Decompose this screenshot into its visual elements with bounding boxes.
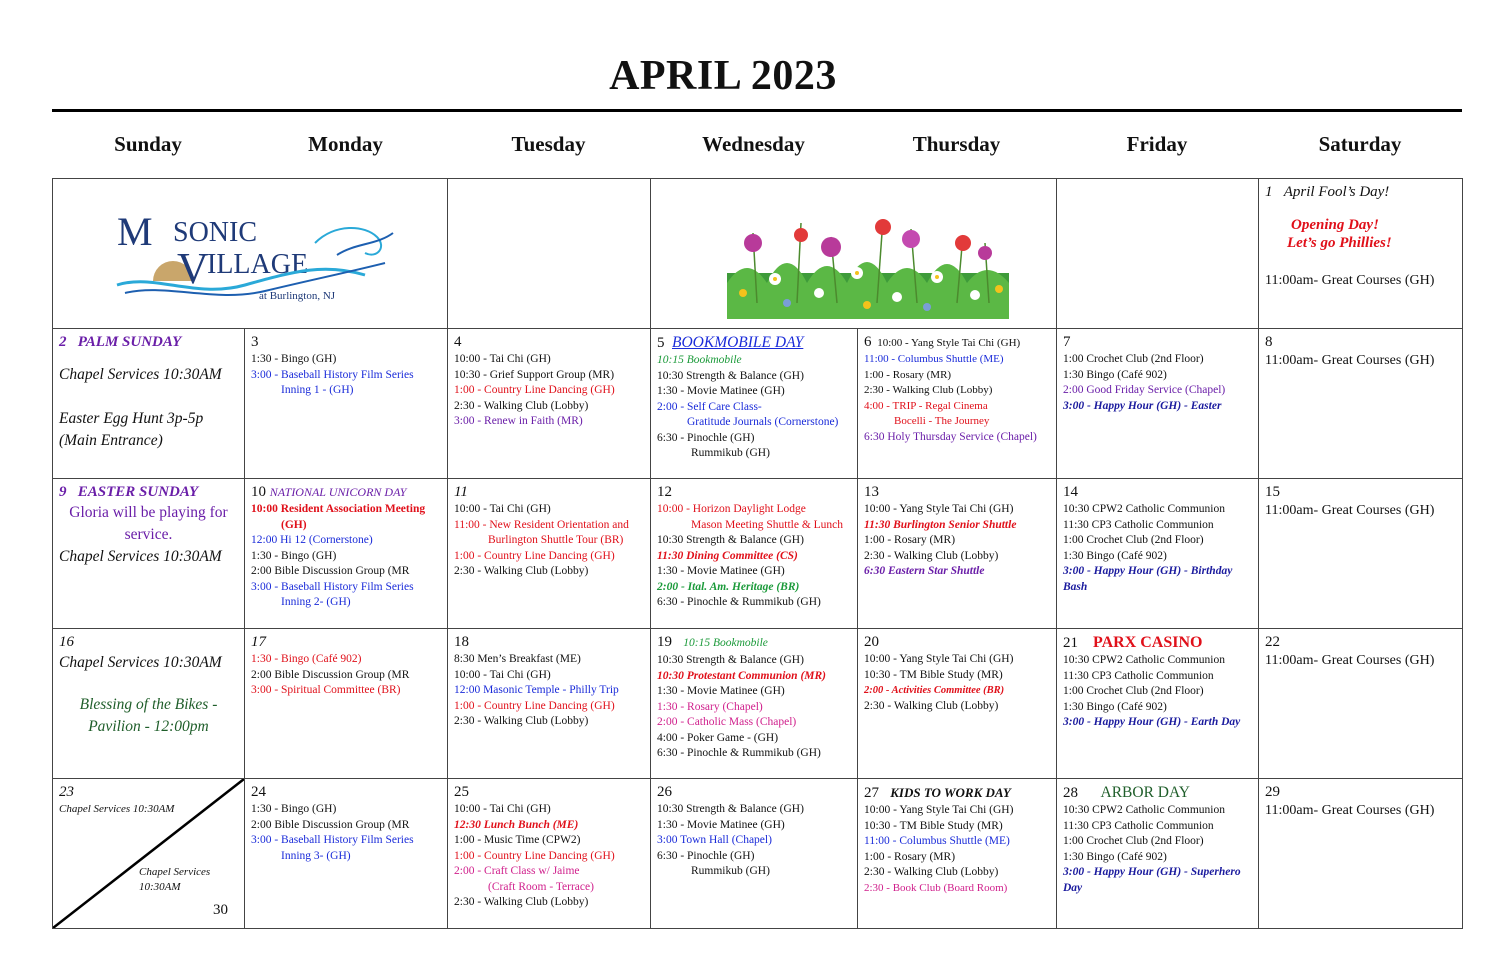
day-13-line: 10:00 - Yang Style Tai Chi (GH) [864, 503, 1014, 515]
day-13-line: 1:00 - Rosary (MR) [864, 534, 956, 546]
day-10-line: (GH) [281, 518, 307, 531]
day-5-line: Gratitude Journals (Cornerstone) [687, 416, 839, 428]
day-2-line: Easter Egg Hunt 3p-5p [59, 410, 204, 427]
svg-text:ILLAGE: ILLAGE [207, 249, 309, 280]
day-26-line: 6:30 - Pinochle (GH) [657, 849, 755, 862]
day-29-line: 11:00am- Great Courses (GH) [1265, 803, 1435, 818]
day-12-line: 10:00 - Horizon Daylight Lodge [657, 503, 806, 515]
day-28-heading: 28 ARBOR DAY [1063, 784, 1190, 801]
day-14-number: 14 [1063, 484, 1078, 500]
day-12-line: 10:30 Strength & Balance (GH) [657, 534, 804, 546]
day-cell-12 [651, 479, 858, 629]
weekday-header-row [52, 132, 1462, 157]
day-cell-18 [448, 629, 651, 779]
day-25-line: 1:00 - Country Line Dancing (GH) [454, 849, 615, 862]
day-28-line: Day [1063, 881, 1083, 894]
day-9-heading: 9 EASTER SUNDAY [59, 484, 199, 500]
day-3-line: 3:00 - Baseball History Film Series [251, 368, 414, 381]
day-cell-13 [858, 479, 1057, 629]
weekday-monday: Monday [308, 132, 383, 156]
day-3-line: Inning 1 - (GH) [281, 384, 354, 396]
day-9-line: Chapel Services 10:30AM [59, 548, 222, 565]
day-11-line: Burlington Shuttle Tour (BR) [488, 534, 624, 546]
weekday-wednesday: Wednesday [702, 132, 805, 156]
day-17-line: 3:00 - Spiritual Committee (BR) [251, 684, 401, 696]
day-10-line: 12:00 Hi 12 (Cornerstone) [251, 534, 373, 546]
day-4-line: 2:30 - Walking Club (Lobby) [454, 399, 589, 412]
day-19-line: 4:00 - Poker Game - (GH) [657, 731, 779, 744]
calendar-grid [52, 178, 1463, 929]
day-12-line: 6:30 - Pinochle & Rummikub (GH) [657, 596, 821, 608]
day-25-number: 25 [454, 784, 469, 800]
day-10-line: 3:00 - Baseball History Film Series [251, 580, 414, 593]
day-cell-6 [858, 329, 1057, 479]
day-4-line: 1:00 - Country Line Dancing (GH) [454, 384, 615, 396]
day-13-number: 13 [864, 484, 879, 500]
day-16-number: 16 [59, 634, 74, 650]
day-21-heading: 21 PARX CASINO [1063, 634, 1203, 651]
day-19-line: 10:30 Strength & Balance (GH) [657, 654, 804, 666]
day-7-number: 7 [1063, 334, 1071, 350]
day-4-line: 3:00 - Renew in Faith (MR) [454, 415, 583, 427]
day-12-line: 1:30 - Movie Matinee (GH) [657, 565, 785, 577]
day-cell-7 [1057, 329, 1259, 479]
day-10-heading: 10 NATIONAL UNICORN DAY [251, 484, 407, 500]
day-cell-23-30 [53, 779, 245, 929]
day-27-line: 2:30 - Book Club (Board Room) [864, 881, 1008, 894]
day-30-line: 10:30AM [139, 881, 181, 893]
day-cell-9 [53, 479, 245, 629]
day-6-line: 1:00 - Rosary (MR) [864, 368, 952, 381]
day-9-line: Gloria will be playing for [69, 504, 228, 521]
day-25-line: (Craft Room - Terrace) [488, 880, 594, 893]
day-cell-29 [1259, 779, 1463, 929]
day-18-line: 12:00 Masonic Temple - Philly Trip [454, 684, 619, 696]
day-18-number: 18 [454, 634, 469, 650]
day-11-number: 11 [454, 484, 468, 500]
day-12-line: Mason Meeting Shuttle & Lunch [691, 518, 844, 531]
day-4-line: 10:30 - Grief Support Group (MR) [454, 368, 615, 381]
day-28-line: 10:30 CPW2 Catholic Communion [1063, 804, 1225, 816]
day-21-line: 1:00 Crochet Club (2nd Floor) [1063, 685, 1204, 697]
day-1-line: Opening Day! [1291, 217, 1379, 233]
day-2-line: (Main Entrance) [59, 432, 163, 449]
page-title: APRIL 2023 [609, 53, 837, 99]
day-6-heading: 6 10:00 - Yang Style Tai Chi (GH) [864, 334, 1021, 350]
day-27-line: 11:00 - Columbus Shuttle (ME) [864, 835, 1010, 847]
day-1-line: Let’s go Phillies! [1287, 235, 1392, 251]
day-5-line: 6:30 - Pinochle (GH) [657, 431, 755, 444]
day-cell-8 [1259, 329, 1463, 479]
day-11-line: 2:30 - Walking Club (Lobby) [454, 565, 589, 577]
title-rule [52, 109, 1462, 112]
day-14-line: 1:00 Crochet Club (2nd Floor) [1063, 534, 1204, 546]
day-16-line: Chapel Services 10:30AM [59, 654, 222, 671]
day-cell-4 [448, 329, 651, 479]
day-27-line: 1:00 - Rosary (MR) [864, 850, 956, 863]
day-24-line: 3:00 - Baseball History Film Series [251, 834, 414, 846]
day-10-line: Inning 2- (GH) [281, 596, 351, 608]
day-cell-26 [651, 779, 858, 929]
day-19-line: 1:30 - Movie Matinee (GH) [657, 685, 785, 697]
day-cell-19 [651, 629, 858, 779]
day-20-line: 2:00 - Activities Committee (BR) [864, 685, 1005, 696]
day-16-line: Blessing of the Bikes - [79, 696, 218, 713]
day-19-heading: 19 10:15 Bookmobile [657, 634, 768, 650]
day-21-line: 1:30 Bingo (Café 902) [1063, 700, 1167, 713]
day-28-line: 1:30 Bingo (Café 902) [1063, 850, 1167, 863]
day-4-number: 4 [454, 334, 462, 350]
day-cell-16 [53, 629, 245, 779]
day-15-number: 15 [1265, 484, 1280, 500]
day-cell-22 [1259, 629, 1463, 779]
day-18-line: 1:00 - Country Line Dancing (GH) [454, 699, 615, 712]
day-cell-14 [1057, 479, 1259, 629]
day-cell-2 [53, 329, 245, 479]
day-30-line: Chapel Services [139, 866, 211, 878]
day-11-line: 10:00 - Tai Chi (GH) [454, 503, 551, 515]
empty-cell-tuesday-w1 [448, 179, 651, 329]
day-cell-1 [1259, 179, 1463, 329]
day-12-number: 12 [657, 484, 672, 500]
day-8-line: 11:00am- Great Courses (GH) [1265, 353, 1435, 368]
day-24-line: 1:30 - Bingo (GH) [251, 803, 337, 815]
day-20-number: 20 [864, 634, 879, 650]
day-24-line: Inning 3- (GH) [281, 849, 351, 862]
day-10-line: 2:00 Bible Discussion Group (MR [251, 565, 410, 577]
day-7-line: 1:00 Crochet Club (2nd Floor) [1063, 353, 1204, 365]
day-27-line: 10:00 - Yang Style Tai Chi (GH) [864, 804, 1014, 816]
day-cell-24 [245, 779, 448, 929]
day-7-line: 2:00 Good Friday Service (Chapel) [1063, 384, 1226, 396]
day-20-line: 10:00 - Yang Style Tai Chi (GH) [864, 653, 1014, 665]
day-19-line: 2:00 - Catholic Mass (Chapel) [657, 716, 797, 728]
day-6-line: 11:00 - Columbus Shuttle (ME) [864, 353, 1004, 365]
empty-cell-friday-w1 [1057, 179, 1259, 329]
day-13-line: 11:30 Burlington Senior Shuttle [864, 518, 1017, 531]
day-5-line: 10:30 Strength & Balance (GH) [657, 369, 804, 382]
day-29-number: 29 [1265, 784, 1280, 800]
day-5-heading: 5 BOOKMOBILE DAY [657, 334, 804, 351]
day-28-line: 11:30 CP3 Catholic Communion [1063, 819, 1214, 832]
day-18-line: 8:30 Men’s Breakfast (ME) [454, 653, 581, 665]
day-26-line: Rummikub (GH) [691, 865, 770, 877]
day-cell-11 [448, 479, 651, 629]
day-18-line: 10:00 - Tai Chi (GH) [454, 668, 551, 681]
day-7-line: 3:00 - Happy Hour (GH) - Easter [1063, 399, 1222, 412]
day-14-line: Bash [1063, 580, 1088, 593]
svg-text:SONIC: SONIC [173, 217, 258, 248]
day-11-line: 11:00 - New Resident Orientation and [454, 518, 629, 531]
day-12-line: 2:00 - Ital. Am. Heritage (BR) [657, 580, 800, 593]
day-2-heading: 2 PALM SUNDAY [59, 334, 182, 350]
day-3-number: 3 [251, 334, 259, 350]
day-24-line: 2:00 Bible Discussion Group (MR [251, 818, 410, 831]
day-23-line: Chapel Services 10:30AM [59, 803, 175, 815]
day-14-line: 10:30 CPW2 Catholic Communion [1063, 503, 1225, 515]
day-13-line: 2:30 - Walking Club (Lobby) [864, 549, 999, 562]
day-21-line: 10:30 CPW2 Catholic Communion [1063, 654, 1225, 666]
day-25-line: 2:00 - Craft Class w/ Jaime [454, 865, 580, 877]
day-25-line: 1:00 - Music Time (CPW2) [454, 834, 581, 846]
day-3-line: 1:30 - Bingo (GH) [251, 353, 337, 365]
day-cell-20 [858, 629, 1057, 779]
day-17-line: 2:00 Bible Discussion Group (MR [251, 668, 410, 681]
day-11-line: 1:00 - Country Line Dancing (GH) [454, 549, 615, 562]
day-26-line: 10:30 Strength & Balance (GH) [657, 803, 804, 815]
day-17-number: 17 [251, 634, 266, 650]
day-20-line: 10:30 - TM Bible Study (MR) [864, 668, 1003, 681]
logo-cell [53, 179, 448, 329]
day-1-line: 11:00am- Great Courses (GH) [1265, 273, 1435, 288]
day-24-number: 24 [251, 784, 266, 800]
day-19-line: 1:30 - Rosary (Chapel) [657, 700, 763, 713]
day-cell-10 [245, 479, 448, 629]
day-25-line: 10:00 - Tai Chi (GH) [454, 803, 551, 815]
day-6-line: 6:30 Holy Thursday Service (Chapel) [864, 430, 1037, 443]
day-6-line: 2:30 - Walking Club (Lobby) [864, 384, 993, 396]
svg-text:at Burlington, NJ: at Burlington, NJ [259, 290, 336, 302]
day-21-line: 11:30 CP3 Catholic Communion [1063, 669, 1214, 682]
day-16-line: Pavilion - 12:00pm [88, 718, 209, 735]
day-cell-17 [245, 629, 448, 779]
day-5-line: 10:15 Bookmobile [657, 354, 742, 366]
day-1-heading: 1 April Fool’s Day! [1265, 184, 1390, 200]
day-15-line: 11:00am- Great Courses (GH) [1265, 503, 1435, 518]
day-cell-15 [1259, 479, 1463, 629]
day-cell-3 [245, 329, 448, 479]
day-cell-25 [448, 779, 651, 929]
day-14-line: 1:30 Bingo (Café 902) [1063, 549, 1167, 562]
day-cell-5 [651, 329, 858, 479]
day-23-number: 23 [59, 784, 74, 800]
day-19-line: 6:30 - Pinochle & Rummikub (GH) [657, 747, 821, 759]
day-7-line: 1:30 Bingo (Café 902) [1063, 368, 1167, 381]
day-25-line: 2:30 - Walking Club (Lobby) [454, 896, 589, 908]
day-5-line: 2:00 - Self Care Class- [657, 400, 762, 413]
day-cell-21 [1057, 629, 1259, 779]
day-6-line: 4:00 - TRIP - Regal Cinema [864, 399, 988, 412]
day-9-line: service. [124, 526, 173, 543]
day-13-line: 6:30 Eastern Star Shuttle [864, 565, 985, 577]
weekday-sunday: Sunday [114, 132, 182, 156]
day-20-line: 2:30 - Walking Club (Lobby) [864, 699, 999, 712]
day-27-line: 2:30 - Walking Club (Lobby) [864, 866, 999, 878]
day-19-line: 10:30 Protestant Communion (MR) [657, 669, 827, 682]
day-17-line: 1:30 - Bingo (Café 902) [251, 653, 362, 665]
day-4-line: 10:00 - Tai Chi (GH) [454, 353, 551, 365]
svg-text:M: M [117, 209, 153, 254]
weekday-saturday: Saturday [1318, 132, 1402, 156]
day-14-line: 11:30 CP3 Catholic Communion [1063, 518, 1214, 531]
day-30-number: 30 [213, 902, 228, 918]
day-cell-28 [1057, 779, 1259, 929]
day-5-line: Rummikub (GH) [691, 447, 770, 459]
day-21-line: 3:00 - Happy Hour (GH) - Earth Day [1063, 716, 1241, 728]
day-cell-27 [858, 779, 1057, 929]
day-26-line: 3:00 Town Hall (Chapel) [657, 834, 772, 846]
wildflower-image [727, 213, 1009, 319]
day-10-line: 10:00 Resident Association Meeting [251, 503, 426, 515]
day-26-line: 1:30 - Movie Matinee (GH) [657, 818, 785, 831]
weekday-thursday: Thursday [912, 132, 1001, 156]
weekday-tuesday: Tuesday [511, 132, 586, 156]
day-26-number: 26 [657, 784, 672, 800]
day-28-line: 3:00 - Happy Hour (GH) - Superhero [1063, 866, 1241, 878]
day-27-heading: 27 KIDS TO WORK DAY [864, 785, 1011, 801]
weekday-friday: Friday [1126, 132, 1188, 156]
day-8-number: 8 [1265, 334, 1273, 350]
day-22-number: 22 [1265, 634, 1280, 650]
day-2-line: Chapel Services 10:30AM [59, 366, 222, 383]
day-22-line: 11:00am- Great Courses (GH) [1265, 653, 1435, 668]
day-6-line: Bocelli - The Journey [894, 415, 990, 427]
day-10-line: 1:30 - Bingo (GH) [251, 549, 337, 562]
day-5-line: 1:30 - Movie Matinee (GH) [657, 385, 785, 397]
day-28-line: 1:00 Crochet Club (2nd Floor) [1063, 835, 1204, 847]
masonic-village-logo [115, 203, 405, 303]
day-18-line: 2:30 - Walking Club (Lobby) [454, 715, 589, 727]
day-14-line: 3:00 - Happy Hour (GH) - Birthday [1063, 565, 1233, 577]
day-25-line: 12:30 Lunch Bunch (ME) [454, 818, 579, 831]
flower-cell [651, 179, 1057, 329]
day-27-line: 10:30 - TM Bible Study (MR) [864, 819, 1003, 832]
day-12-line: 11:30 Dining Committee (CS) [657, 549, 798, 562]
svg-text:V: V [177, 244, 209, 293]
